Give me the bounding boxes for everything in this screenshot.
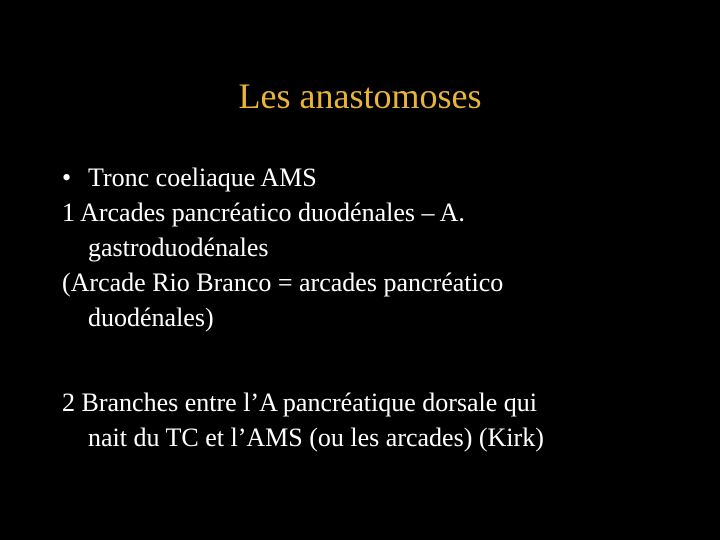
item-1-line-1: 1 Arcades pancréatico duodénales – A. — [62, 198, 465, 227]
slide-body — [62, 160, 702, 455]
item-1-line-2: gastroduodénales — [88, 233, 269, 262]
bullet-text: Tronc coeliaque AMS — [88, 163, 317, 192]
item-2-line-2: duodénales) — [88, 303, 214, 332]
item-3-line-1: 2 Branches entre l’A pancréatique dorsale qui — [62, 388, 538, 417]
item-3-line-2: nait du TC et l’AMS (ou les arcades) (Kirk) — [88, 423, 544, 452]
bullet-item — [62, 160, 702, 195]
bullet-icon: • — [62, 163, 72, 192]
slide-title: Les anastomoses — [238, 76, 482, 116]
item-2-line-1: (Arcade Rio Branco = arcades pancréatico — [62, 268, 504, 297]
paragraph-gap — [62, 335, 702, 385]
